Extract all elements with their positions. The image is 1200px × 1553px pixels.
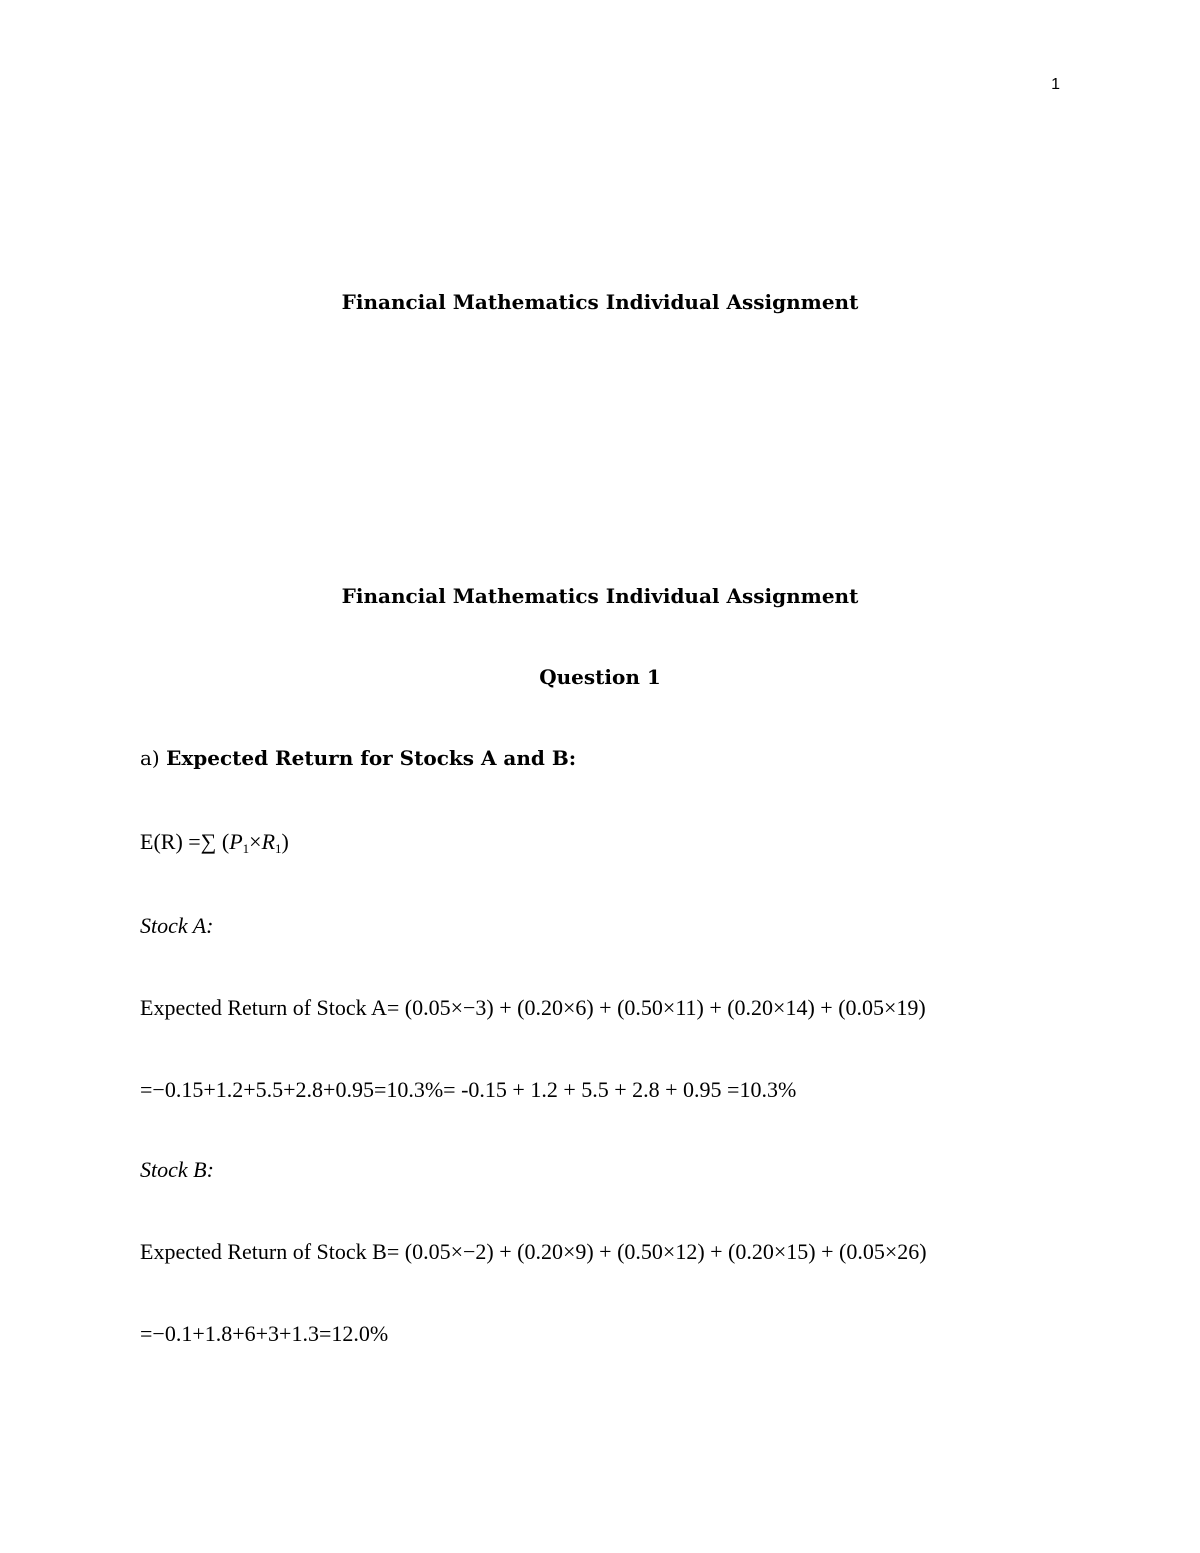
stock-b-result: =−0.1+1.8+6+3+1.3=12.0%: [140, 1321, 389, 1346]
body-title: Financial Mathematics Individual Assignment: [341, 584, 859, 608]
sum-symbol: ∑: [200, 829, 217, 854]
stock-a-result: =−0.15+1.2+5.5+2.8+0.95=10.3%= -0.15 + 1.2 + 5.5 + 2.8 + 0.95 =10.3%: [140, 1077, 797, 1102]
stock-b-expected-return: Expected Return of Stock B= (0.05×−2) + (0.20×9) + (0.50×12) + (0.20×15) + (0.05×26): [140, 1239, 927, 1264]
times-symbol: ×: [249, 829, 262, 854]
probability-subscript: 1: [242, 841, 250, 856]
probability-variable: P: [229, 829, 243, 854]
part-a-heading: [140, 746, 576, 770]
cover-title: Financial Mathematics Individual Assignment: [341, 290, 859, 314]
formula-lhs: E(R) =: [140, 829, 201, 854]
stock-a-label: Stock A:: [140, 913, 214, 938]
question-heading: Question 1: [539, 665, 661, 689]
return-variable: R: [261, 829, 276, 854]
expected-return-formula: [140, 829, 289, 857]
formula-open-paren: (: [216, 829, 230, 854]
stock-b-label: Stock B:: [140, 1157, 214, 1182]
return-subscript: 1: [275, 841, 282, 856]
page-number: 1: [1051, 76, 1060, 93]
part-a-title: Expected Return for Stocks A and B:: [166, 746, 577, 770]
stock-a-expected-return: Expected Return of Stock A= (0.05×−3) + (0.20×6) + (0.50×11) + (0.20×14) + (0.05×19): [140, 995, 926, 1020]
part-a-label: a): [140, 746, 160, 770]
formula-close-paren: ): [281, 829, 289, 854]
